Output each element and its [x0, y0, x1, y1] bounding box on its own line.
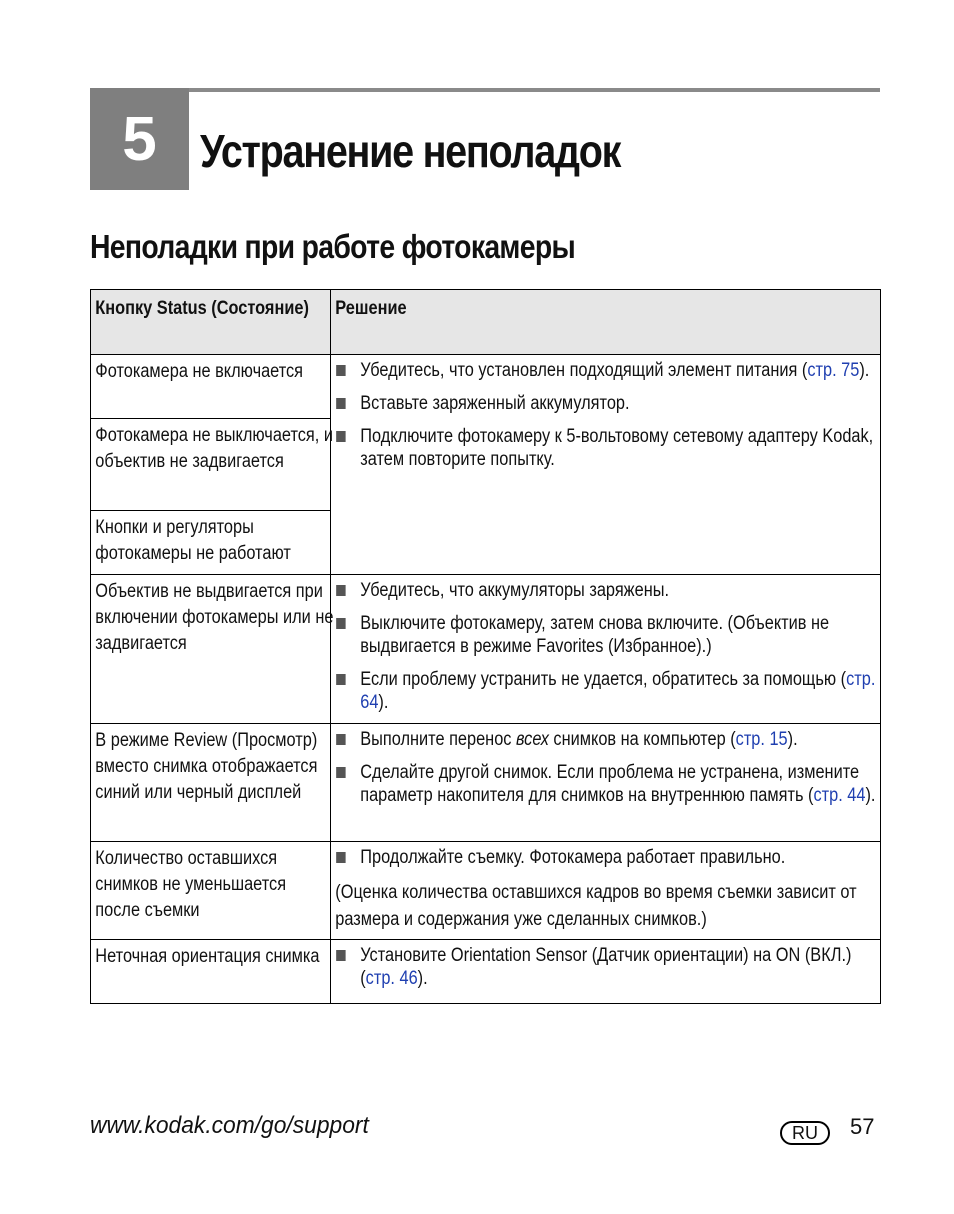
solution-item: Выполните перенос всех снимков на компьютер (стр. 15). — [335, 728, 883, 751]
square-bullet-icon — [336, 852, 345, 863]
page-link[interactable]: стр. 44 — [813, 785, 866, 806]
page-link[interactable]: стр. 75 — [807, 360, 860, 381]
solution-item: Продолжайте съемку. Фотокамера работает правильно. — [335, 846, 883, 869]
solution-item: Вставьте заряженный аккумулятор. — [335, 392, 883, 415]
chapter-title: Устранение неполадок — [200, 125, 621, 177]
square-bullet-icon — [336, 585, 345, 596]
square-bullet-icon — [336, 618, 345, 629]
language-badge: RU — [780, 1121, 830, 1145]
chapter-number: 5 — [90, 88, 189, 190]
problem-cell: Количество оставшихся снимков не уменьшается после съемки — [91, 842, 331, 940]
table-row — [91, 575, 881, 724]
solution-item: Выключите фотокамеру, затем снова включите. (Объектив не выдвигается в режиме Favorites (Избранное).) — [335, 612, 883, 658]
page-link[interactable]: стр. 46 — [365, 968, 418, 989]
problem-cell: Фотокамера не выключается, и объектив не задвигается — [91, 419, 331, 511]
solution-item: Сделайте другой снимок. Если проблема не устранена, измените параметр накопителя для снимков на внутреннюю память (стр. 44). — [335, 761, 883, 807]
solution-cell — [331, 940, 881, 1004]
square-bullet-icon — [336, 950, 345, 961]
solution-cell — [331, 575, 881, 724]
solution-item: Установите Orientation Sensor (Датчик ориентации) на ON (ВКЛ.) (стр. 46). — [335, 944, 883, 990]
column-header-solution: Решение — [331, 290, 881, 355]
square-bullet-icon — [336, 734, 345, 745]
problem-cell: Объектив не выдвигается при включении фотокамеры или не задвигается — [91, 575, 331, 724]
page-link[interactable]: стр. 15 — [735, 729, 788, 750]
solution-note: (Оценка количества оставшихся кадров во время съемки зависит от размера и содержания уже сделанных снимков.) — [335, 882, 857, 930]
square-bullet-icon — [336, 398, 345, 409]
section-title: Неполадки при работе фотокамеры — [90, 228, 576, 265]
square-bullet-icon — [336, 674, 345, 685]
square-bullet-icon — [336, 431, 345, 442]
troubleshooting-table — [90, 289, 881, 1004]
solution-cell — [331, 842, 881, 940]
table-row — [91, 842, 881, 940]
table-row — [91, 355, 881, 419]
square-bullet-icon — [336, 767, 345, 778]
footer-url: www.kodak.com/go/support — [90, 1112, 369, 1139]
solution-cell — [331, 724, 881, 842]
solution-item: Убедитесь, что установлен подходящий элемент питания (стр. 75). — [335, 359, 883, 382]
column-header-problem: Кнопку Status (Состояние) — [91, 290, 331, 355]
solution-cell — [331, 355, 881, 575]
solution-item: Если проблему устранить не удается, обратитесь за помощью (стр. 64). — [335, 668, 883, 714]
solution-item: Убедитесь, что аккумуляторы заряжены. — [335, 579, 883, 602]
square-bullet-icon — [336, 365, 345, 376]
problem-cell: В режиме Review (Просмотр) вместо снимка отображается синий или черный дисплей — [91, 724, 331, 842]
table-row — [91, 724, 881, 842]
problem-cell: Кнопки и регуляторы фотокамеры не работают — [91, 511, 331, 575]
problem-cell: Фотокамера не включается — [91, 355, 331, 419]
page-number: 57 — [850, 1114, 875, 1139]
page-link[interactable]: стр. 64 — [360, 669, 876, 713]
solution-item: Подключите фотокамеру к 5-вольтовому сетевому адаптеру Kodak, затем повторите попытку. — [335, 425, 883, 471]
chapter-rule — [189, 88, 880, 92]
table-row — [91, 940, 881, 1004]
table-header-row — [91, 290, 881, 355]
problem-cell: Неточная ориентация снимка — [91, 940, 331, 1004]
